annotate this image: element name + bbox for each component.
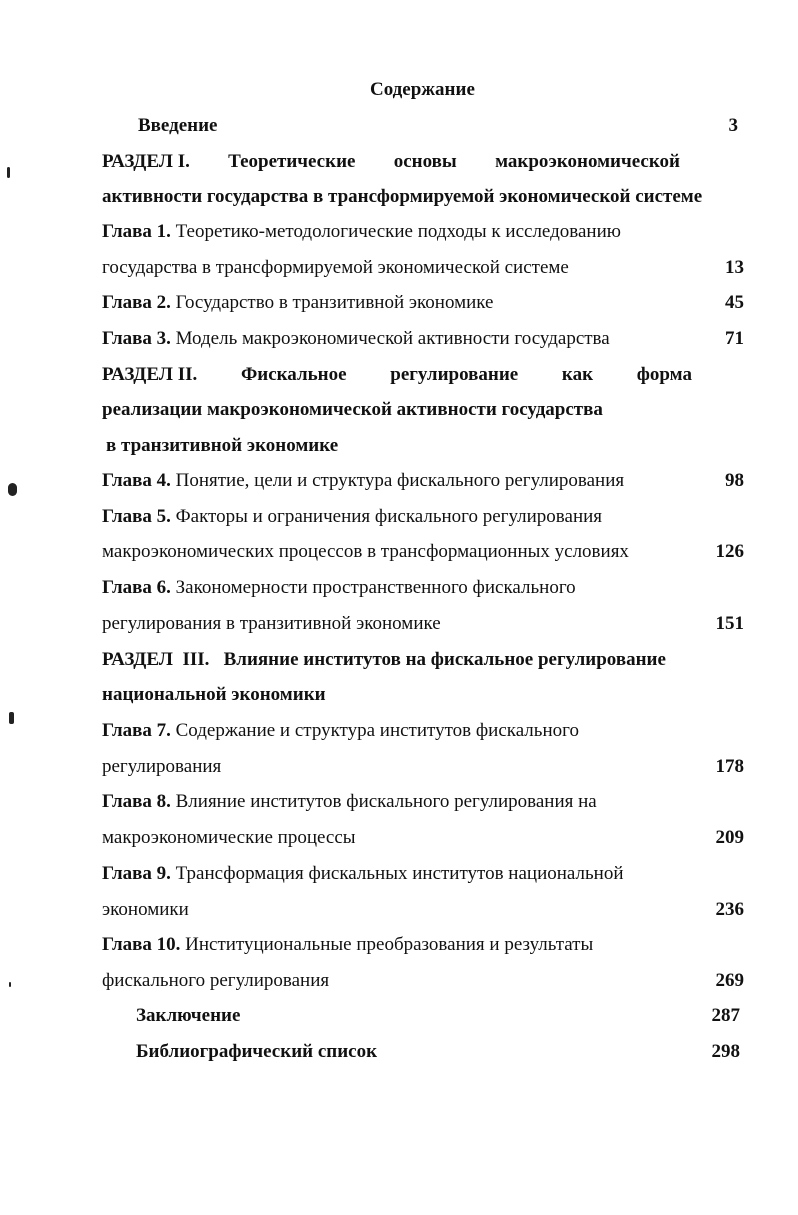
chapter3-page: 71 <box>725 328 744 349</box>
section1-heading-line1 <box>102 152 680 171</box>
chapter7-line1 <box>102 721 579 740</box>
bibliography-label: Библиографический список <box>136 1041 378 1062</box>
section2-word: регулирование <box>390 364 519 385</box>
chapter2-page: 45 <box>725 292 744 313</box>
chapter4-title: Понятие, цели и структура фискального регулирования <box>175 470 625 491</box>
chapter1-line1 <box>102 222 621 241</box>
chapter8-title: Влияние институтов фискального регулирования на <box>175 791 597 812</box>
chapter7-line2: регулирования <box>102 756 222 777</box>
chapter1-prefix: Глава 1. <box>102 221 171 242</box>
chapter6-prefix: Глава 6. <box>102 577 171 598</box>
scan-artifact-mark <box>8 483 17 496</box>
section1-word: основы <box>393 151 457 172</box>
chapter4-page: 98 <box>725 470 744 491</box>
chapter5-line1 <box>102 507 602 526</box>
section1-heading-line2: активности государства в трансформируемой экономической системе <box>102 186 703 207</box>
scan-artifact-mark <box>9 982 11 987</box>
chapter5-title: Факторы и ограничения фискального регулирования <box>175 506 603 527</box>
section2-word: Фискальное <box>240 364 347 385</box>
chapter10-title: Институциональные преобразования и результаты <box>185 934 594 955</box>
section1-word: РАЗДЕЛ I. <box>102 151 190 172</box>
section2-heading-line1 <box>102 365 692 384</box>
chapter10-page: 269 <box>715 970 744 991</box>
page-title: Содержание <box>370 79 475 100</box>
chapter1-page: 13 <box>725 257 744 278</box>
chapter2-line <box>102 293 494 312</box>
intro-label: Введение <box>138 115 218 136</box>
section2-word: РАЗДЕЛ II. <box>102 364 198 385</box>
section3-heading-line1: РАЗДЕЛ III. Влияние институтов на фискальное регулирование <box>102 649 666 670</box>
section2-word: форма <box>636 364 692 385</box>
scan-artifact-mark <box>7 167 10 178</box>
chapter8-line1 <box>102 792 597 811</box>
chapter7-page: 178 <box>715 756 744 777</box>
chapter7-title: Содержание и структура институтов фискального <box>175 720 579 741</box>
chapter10-line1 <box>102 935 593 954</box>
chapter6-line1 <box>102 578 576 597</box>
chapter9-line1 <box>102 864 624 883</box>
bibliography-page: 298 <box>711 1041 740 1062</box>
chapter5-line2: макроэкономических процессов в трансформационных условиях <box>102 541 629 562</box>
chapter8-prefix: Глава 8. <box>102 791 171 812</box>
conclusion-label: Заключение <box>136 1005 241 1026</box>
chapter6-line2: регулирования в транзитивной экономике <box>102 613 441 634</box>
section2-heading-line3: в транзитивной экономике <box>106 435 339 456</box>
chapter1-title: Теоретико-методологические подходы к исследованию <box>175 221 621 242</box>
chapter3-prefix: Глава 3. <box>102 328 171 349</box>
section2-heading-line2: реализации макроэкономической активности государства <box>102 399 603 420</box>
chapter9-page: 236 <box>715 899 744 920</box>
section1-word: Теоретические <box>228 151 356 172</box>
chapter2-prefix: Глава 2. <box>102 292 171 313</box>
conclusion-page: 287 <box>711 1005 740 1026</box>
chapter7-prefix: Глава 7. <box>102 720 171 741</box>
chapter4-line <box>102 471 624 490</box>
section1-word: макроэкономической <box>495 151 680 172</box>
section3-heading-line2: национальной экономики <box>102 684 326 705</box>
chapter6-page: 151 <box>715 613 744 634</box>
section2-word: как <box>561 364 594 385</box>
chapter5-page: 126 <box>715 541 744 562</box>
chapter5-prefix: Глава 5. <box>102 506 171 527</box>
chapter9-title: Трансформация фискальных институтов национальной <box>175 863 624 884</box>
chapter8-line2: макроэкономические процессы <box>102 827 356 848</box>
chapter3-title: Модель макроэкономической активности государства <box>175 328 610 349</box>
chapter2-title: Государство в транзитивной экономике <box>175 292 494 313</box>
intro-page: 3 <box>728 115 738 136</box>
chapter1-line2: государства в трансформируемой экономической системе <box>102 257 569 278</box>
chapter8-page: 209 <box>715 827 744 848</box>
chapter9-line2: экономики <box>102 899 189 920</box>
chapter6-title: Закономерности пространственного фискального <box>175 577 576 598</box>
chapter3-line <box>102 329 610 348</box>
chapter10-line2: фискального регулирования <box>102 970 330 991</box>
scan-artifact-mark <box>9 712 14 724</box>
chapter9-prefix: Глава 9. <box>102 863 171 884</box>
chapter10-prefix: Глава 10. <box>102 934 181 955</box>
chapter4-prefix: Глава 4. <box>102 470 171 491</box>
